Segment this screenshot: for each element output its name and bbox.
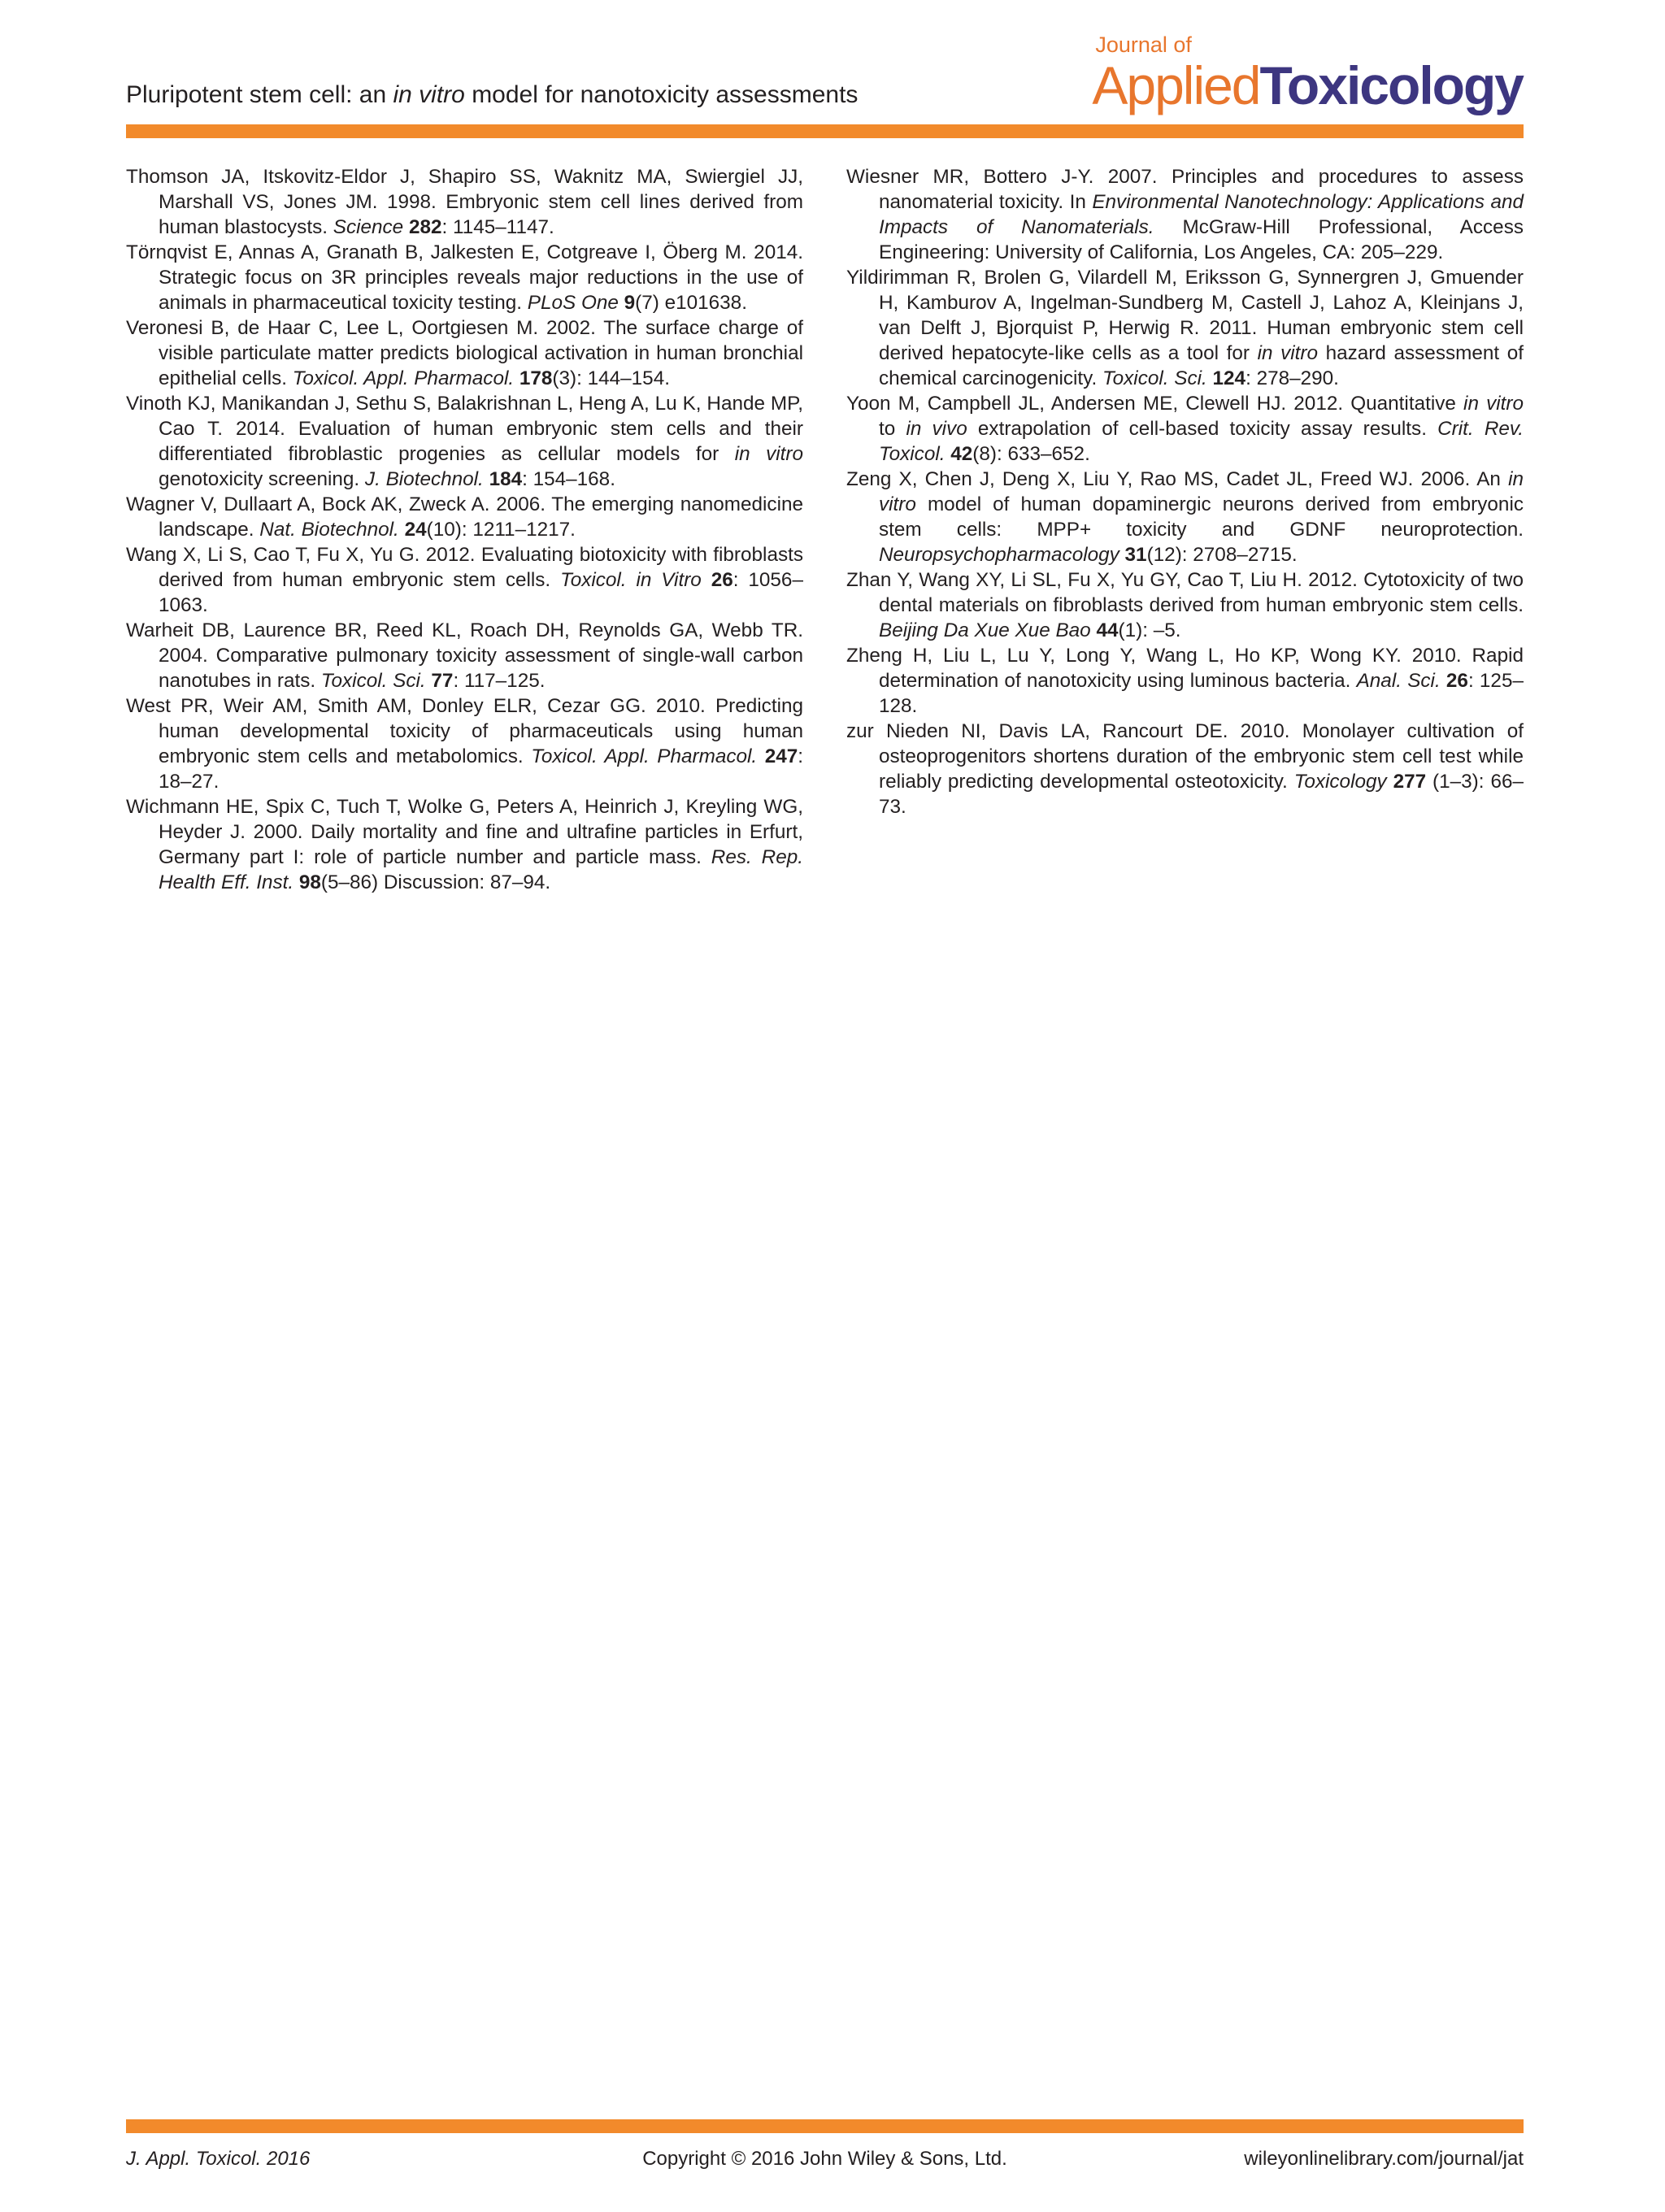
- reference-text: Yildirimman R, Brolen G, Vilardell M, Eriksson G, Synnergren J, Gmuender H, Kamburov A, Ingelman-Sundberg M, Castell J, Lahoz A, Kleinjans J, van Delft J, Bjorquist P, Herwig R. 2011. Human embryonic stem cell derived hepatocyte-like cells as a tool for: [846, 267, 1524, 364]
- reference-text: Wang X, Li S, Cao T, Fu X, Yu G. 2012. Evaluating biotoxicity with fibroblasts derived from human embryonic stem cells.: [126, 544, 803, 591]
- reference-entry: [126, 492, 803, 542]
- reference-entry: [846, 467, 1524, 567]
- reference-entry: [846, 567, 1524, 643]
- reference-text: [1441, 670, 1446, 692]
- reference-italic-text: Environmental Nanotechnology: Applications and Impacts of Nanomaterials.: [879, 191, 1524, 238]
- reference-italic-text: Anal. Sci.: [1356, 670, 1441, 692]
- reference-text: to: [879, 418, 906, 440]
- page-footer: [126, 2148, 1524, 2180]
- reference-italic-text: Science: [333, 216, 404, 238]
- reference-italic-text: Toxicol. Appl. Pharmacol.: [531, 745, 758, 767]
- reference-volume: 184: [489, 468, 523, 490]
- reference-volume: 26: [1445, 670, 1468, 692]
- reference-text: Thomson JA, Itskovitz-Eldor J, Shapiro SS, Waknitz MA, Swiergiel JJ, Marshall VS, Jones JM. 1998. Embryonic stem cell lines derived from human blastocysts.: [126, 166, 803, 238]
- reference-text: zur Nieden NI, Davis LA, Rancourt DE. 2010. Monolayer cultivation of osteoprogenitors shortens duration of the embryonic stem cell test while reliably predicting developmental osteotoxicity.: [846, 720, 1524, 793]
- reference-italic-text: in vitro: [879, 468, 1524, 515]
- reference-text: [1119, 544, 1125, 566]
- page-header: [0, 0, 1665, 142]
- journal-logo-wordmark: [1092, 57, 1523, 114]
- reference-entry: [126, 794, 803, 895]
- reference-text: [484, 468, 489, 490]
- reference-italic-text: in vitro: [1463, 393, 1524, 415]
- reference-text: Wagner V, Dullaart A, Bock AK, Zweck A. 2006. The emerging nanomedicine landscape.: [126, 493, 803, 541]
- reference-volume: 24: [404, 519, 427, 541]
- reference-italic-text: Toxicol. Sci.: [1102, 367, 1207, 389]
- reference-volume: 31: [1124, 544, 1147, 566]
- reference-italic-text: Crit. Rev. Toxicol.: [879, 418, 1524, 465]
- reference-italic-text: Neuropsychopharmacology: [879, 544, 1119, 566]
- reference-text: [702, 569, 711, 591]
- footer-copyright: Copyright © 2016 John Wiley & Sons, Ltd.: [642, 2148, 1007, 2170]
- reference-italic-text: in vitro: [734, 443, 804, 465]
- reference-entry: [126, 164, 803, 240]
- reference-italic-text: Toxicol. in Vitro: [560, 569, 702, 591]
- reference-volume: 124: [1212, 367, 1246, 389]
- reference-volume: 277: [1393, 771, 1427, 793]
- reference-italic-text: in vivo: [906, 418, 967, 440]
- reference-entry: [126, 542, 803, 618]
- reference-entry: [846, 265, 1524, 391]
- reference-italic-text: Toxicol. Sci.: [320, 670, 426, 692]
- reference-text: (12): 2708–2715.: [1146, 544, 1298, 566]
- reference-entry: [126, 315, 803, 391]
- reference-italic-text: Nat. Biotechnol.: [259, 519, 399, 541]
- reference-entry: [126, 693, 803, 794]
- reference-text: [399, 519, 405, 541]
- reference-text: genotoxicity screening.: [159, 468, 365, 490]
- reference-italic-text: in vitro: [1257, 342, 1319, 364]
- running-title-post: model for nanotoxicity assessments: [464, 81, 859, 108]
- reference-text: Veronesi B, de Haar C, Lee L, Oortgiesen M. 2002. The surface charge of visible particulate matter predicts biological activation in human bronchial epithelial cells.: [126, 317, 803, 389]
- journal-logo-toxicology: Toxicology: [1259, 55, 1523, 115]
- reference-text: Zheng H, Liu L, Lu Y, Long Y, Wang L, Ho KP, Wong KY. 2010. Rapid determination of nanotoxicity using luminous bacteria.: [846, 645, 1524, 692]
- reference-volume: 282: [408, 216, 442, 238]
- reference-text: Wiesner MR, Bottero J-Y. 2007. Principles and procedures to assess nanomaterial toxicity. In: [846, 166, 1524, 213]
- reference-text: : 18–27.: [159, 745, 803, 793]
- header-rule: [126, 124, 1524, 138]
- reference-text: : 1056–1063.: [159, 569, 803, 616]
- reference-text: McGraw-Hill Professional, Access Engineering: University of California, Los Angeles, CA: 205–229.: [879, 216, 1524, 263]
- reference-text: [757, 745, 765, 767]
- reference-text: : 125–128.: [879, 670, 1524, 717]
- reference-text: Vinoth KJ, Manikandan J, Sethu S, Balakrishnan L, Heng A, Lu K, Hande MP, Cao T. 2014. Evaluation of human embryonic stem cells and their differentiated fibroblastic progenies as cellular models for: [126, 393, 803, 465]
- reference-text: West PR, Weir AM, Smith AM, Donley ELR, Cezar GG. 2010. Predicting human developmental toxicity of pharmaceuticals using human embryonic stem cells and metabolomics.: [126, 695, 803, 767]
- reference-volume: 44: [1096, 619, 1119, 641]
- reference-text: [514, 367, 519, 389]
- reference-volume: 77: [431, 670, 454, 692]
- reference-entry: [846, 719, 1524, 819]
- running-title-italic: in vitro: [393, 81, 465, 108]
- reference-volume: 178: [519, 367, 553, 389]
- footer-url[interactable]: wileyonlinelibrary.com/journal/jat: [1244, 2148, 1524, 2170]
- running-title-pre: Pluripotent stem cell: an: [126, 81, 393, 108]
- reference-volume: 26: [711, 569, 733, 591]
- reference-text: : 154–168.: [522, 468, 615, 490]
- reference-text: (8): 633–652.: [972, 443, 1090, 465]
- reference-italic-text: Toxicol. Appl. Pharmacol.: [292, 367, 515, 389]
- journal-logo-applied: Applied: [1092, 55, 1260, 115]
- reference-text: [293, 871, 299, 893]
- journal-logo-of: Journal of: [1095, 33, 1192, 57]
- reference-italic-text: Res. Rep. Health Eff. Inst.: [159, 846, 803, 893]
- reference-text: (1–3): 66–73.: [879, 771, 1524, 818]
- footer-citation: J. Appl. Toxicol. 2016: [126, 2148, 311, 2170]
- reference-entry: [126, 391, 803, 492]
- references-body: [126, 164, 1524, 2099]
- reference-text: hazard assessment of chemical carcinogenicity.: [879, 342, 1524, 389]
- reference-entry: [126, 618, 803, 693]
- reference-text: Yoon M, Campbell JL, Andersen ME, Clewell HJ. 2012. Quantitative: [846, 393, 1464, 415]
- reference-text: [403, 216, 409, 238]
- reference-volume: 247: [764, 745, 798, 767]
- reference-text: (7) e101638.: [635, 292, 747, 314]
- references-left-column: [126, 164, 803, 895]
- reference-entry: [846, 643, 1524, 719]
- reference-text: extrapolation of cell-based toxicity assay results.: [967, 418, 1438, 440]
- reference-volume: 42: [950, 443, 973, 465]
- reference-text: Warheit DB, Laurence BR, Reed KL, Roach DH, Reynolds GA, Webb TR. 2004. Comparative pulmonary toxicity assessment of single-wall carbon nanotubes in rats.: [126, 619, 803, 692]
- running-title: [126, 81, 858, 109]
- reference-text: (5–86) Discussion: 87–94.: [320, 871, 551, 893]
- reference-text: : 278–290.: [1245, 367, 1339, 389]
- journal-logo: [1092, 33, 1523, 114]
- reference-italic-text: PLoS One: [527, 292, 619, 314]
- footer-rule: [126, 2119, 1524, 2133]
- reference-entry: [846, 391, 1524, 467]
- reference-text: : 1145–1147.: [441, 216, 554, 238]
- reference-text: Wichmann HE, Spix C, Tuch T, Wolke G, Peters A, Heinrich J, Kreyling WG, Heyder J. 2000. Daily mortality and fine and ultrafine particles in Erfurt, Germany part I: role of particle number and particle mass.: [126, 796, 803, 868]
- reference-text: (10): 1211–1217.: [426, 519, 576, 541]
- reference-text: Zhan Y, Wang XY, Li SL, Fu X, Yu GY, Cao T, Liu H. 2012. Cytotoxicity of two dental materials on fibroblasts derived from human embryonic stem cells.: [846, 569, 1524, 616]
- references-right-column: [846, 164, 1524, 819]
- reference-volume: 9: [624, 292, 636, 314]
- reference-italic-text: Toxicology: [1293, 771, 1387, 793]
- reference-entry: [126, 240, 803, 315]
- reference-text: [1207, 367, 1213, 389]
- reference-text: [619, 292, 624, 314]
- reference-text: model of human dopaminergic neurons derived from embryonic stem cells: MPP+ toxicity and GDNF neuroprotection.: [879, 493, 1524, 541]
- reference-text: (3): 144–154.: [552, 367, 670, 389]
- reference-entry: [846, 164, 1524, 265]
- reference-text: Törnqvist E, Annas A, Granath B, Jalkesten E, Cotgreave I, Öberg M. 2014. Strategic focus on 3R principles reveals major reductions in the use of animals in pharmaceutical toxicity testing.: [126, 241, 803, 314]
- reference-italic-text: J. Biotechnol.: [364, 468, 484, 490]
- reference-text: : 117–125.: [453, 670, 546, 692]
- reference-text: (1): –5.: [1118, 619, 1181, 641]
- reference-text: Zeng X, Chen J, Deng X, Liu Y, Rao MS, Cadet JL, Freed WJ. 2006. An: [846, 468, 1509, 490]
- reference-italic-text: Beijing Da Xue Xue Bao: [879, 619, 1091, 641]
- reference-text: [1387, 771, 1393, 793]
- reference-volume: 98: [298, 871, 321, 893]
